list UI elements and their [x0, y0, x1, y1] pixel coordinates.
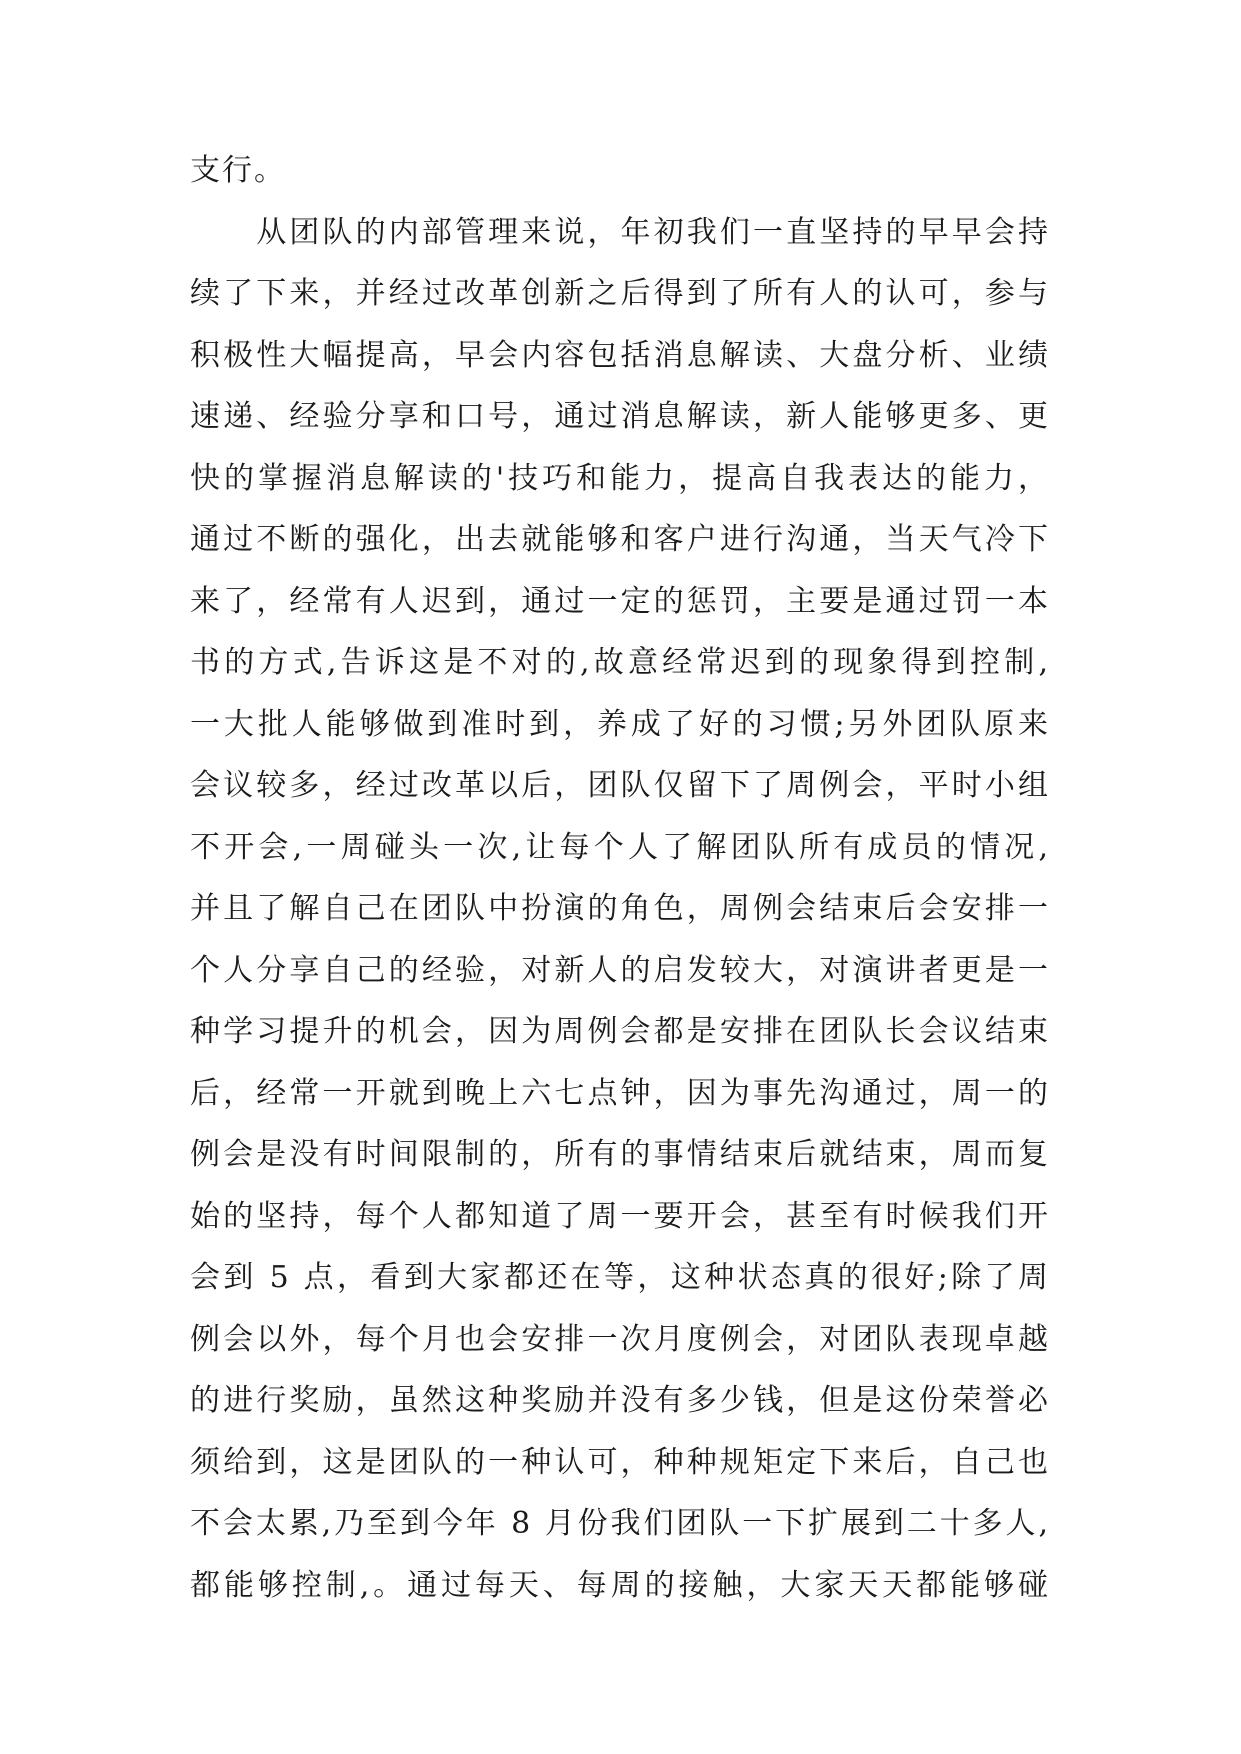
- text-line: 不开会,一周碰头一次,让每个人了解团队所有成员的情况,: [190, 829, 1050, 865]
- body-text: [190, 140, 1050, 1616]
- text-line: 例会以外，每个月也会安排一次月度例会，对团队表现卓越: [190, 1321, 1050, 1357]
- text-line: 续了下来，并经过改革创新之后得到了所有人的认可，参与: [190, 276, 1050, 311]
- text-line: 速递、经验分享和口号，通过消息解读，新人能够更多、更: [190, 399, 1050, 434]
- text-line: 支行。: [190, 153, 286, 188]
- text-line: 快的掌握消息解读的'技巧和能力，提高自我表达的能力，: [190, 460, 1050, 496]
- text-line: 书的方式,告诉这是不对的,故意经常迟到的现象得到控制,: [190, 645, 1050, 680]
- text-line: 个人分享自己的经验，对新人的启发较大，对演讲者更是一: [190, 952, 1050, 988]
- text-line: 都能够控制,。通过每天、每周的接触，大家天天都能够碰: [190, 1567, 1050, 1603]
- text-line: 积极性大幅提高，早会内容包括消息解读、大盘分析、业绩: [190, 337, 1050, 373]
- text-line: 一大批人能够做到准时到，养成了好的习惯;另外团队原来: [190, 706, 1050, 742]
- text-line: 来了，经常有人迟到，通过一定的惩罚，主要是通过罚一本: [190, 583, 1050, 619]
- text-line: 并且了解自己在团队中扮演的角色，周例会结束后会安排一: [190, 891, 1050, 926]
- text-line: 从团队的内部管理来说，年初我们一直坚持的早早会持: [190, 214, 1050, 250]
- text-line: 的进行奖励，虽然这种奖励并没有多少钱，但是这份荣誉必: [190, 1383, 1050, 1418]
- text-line: 后，经常一开就到晚上六七点钟，因为事先沟通过，周一的: [190, 1075, 1050, 1111]
- text-line: 始的坚持，每个人都知道了周一要开会，甚至有时候我们开: [190, 1198, 1050, 1234]
- text-line: 会到 5 点，看到大家都还在等，这种状态真的很好;除了周: [190, 1260, 1050, 1295]
- text-line: 种学习提升的机会，因为周例会都是安排在团队长会议结束: [190, 1014, 1050, 1049]
- text-line: 不会太累,乃至到今年 8 月份我们团队一下扩展到二十多人,: [190, 1506, 1050, 1541]
- text-line: 例会是没有时间限制的，所有的事情结束后就结束，周而复: [190, 1137, 1050, 1172]
- text-line: 须给到，这是团队的一种认可，种种规矩定下来后，自己也: [190, 1444, 1050, 1480]
- text-line: 会议较多，经过改革以后，团队仅留下了周例会，平时小组: [190, 768, 1050, 803]
- text-line: 通过不断的强化，出去就能够和客户进行沟通，当天气冷下: [190, 522, 1050, 557]
